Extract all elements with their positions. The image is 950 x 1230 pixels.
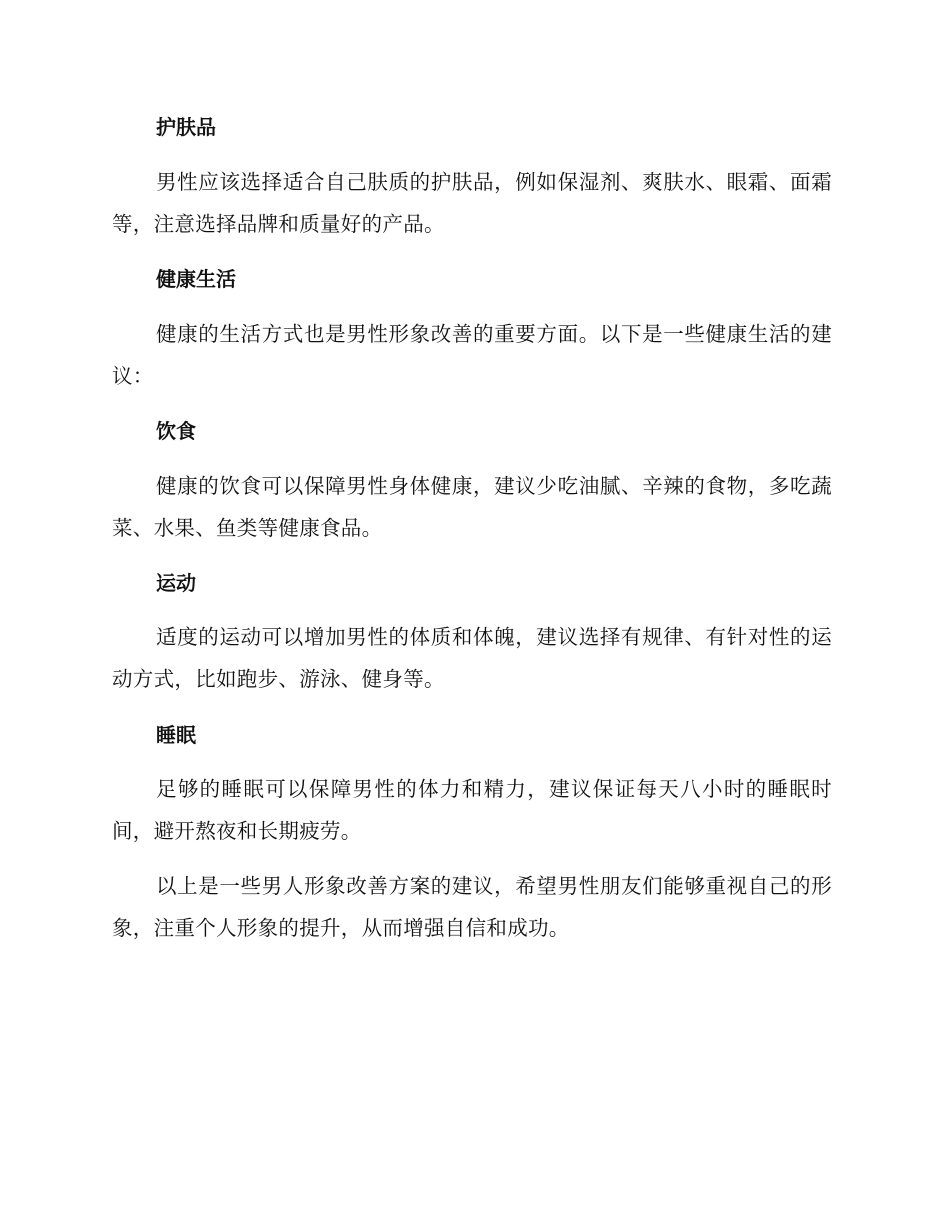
heading-diet: 饮食 bbox=[156, 419, 196, 443]
paragraph-sleep: 足够的睡眠可以保障男性的体力和精力，建议保证每天八小时的睡眠时间，避开熬夜和长期疲劳。 bbox=[112, 777, 832, 843]
paragraph-healthy-living: 健康的生活方式也是男性形象改善的重要方面。以下是一些健康生活的建议： bbox=[112, 322, 832, 388]
heading-sleep: 睡眠 bbox=[156, 723, 196, 747]
heading-healthy-living: 健康生活 bbox=[156, 267, 236, 291]
paragraph-diet: 健康的饮食可以保障男性身体健康，建议少吃油腻、辛辣的食物，多吃蔬菜、水果、鱼类等健康食品。 bbox=[112, 474, 832, 540]
paragraph-skincare: 男性应该选择适合自己肤质的护肤品，例如保湿剂、爽肤水、眼霜、面霜等，注意选择品牌和质量好的产品。 bbox=[112, 170, 832, 236]
heading-exercise: 运动 bbox=[156, 571, 196, 595]
paragraph-exercise: 适度的运动可以增加男性的体质和体魄，建议选择有规律、有针对性的运动方式，比如跑步、游泳、健身等。 bbox=[112, 625, 832, 691]
heading-skincare: 护肤品 bbox=[156, 115, 216, 139]
paragraph-conclusion: 以上是一些男人形象改善方案的建议，希望男性朋友们能够重视自己的形象，注重个人形象的提升，从而增强自信和成功。 bbox=[112, 874, 832, 940]
